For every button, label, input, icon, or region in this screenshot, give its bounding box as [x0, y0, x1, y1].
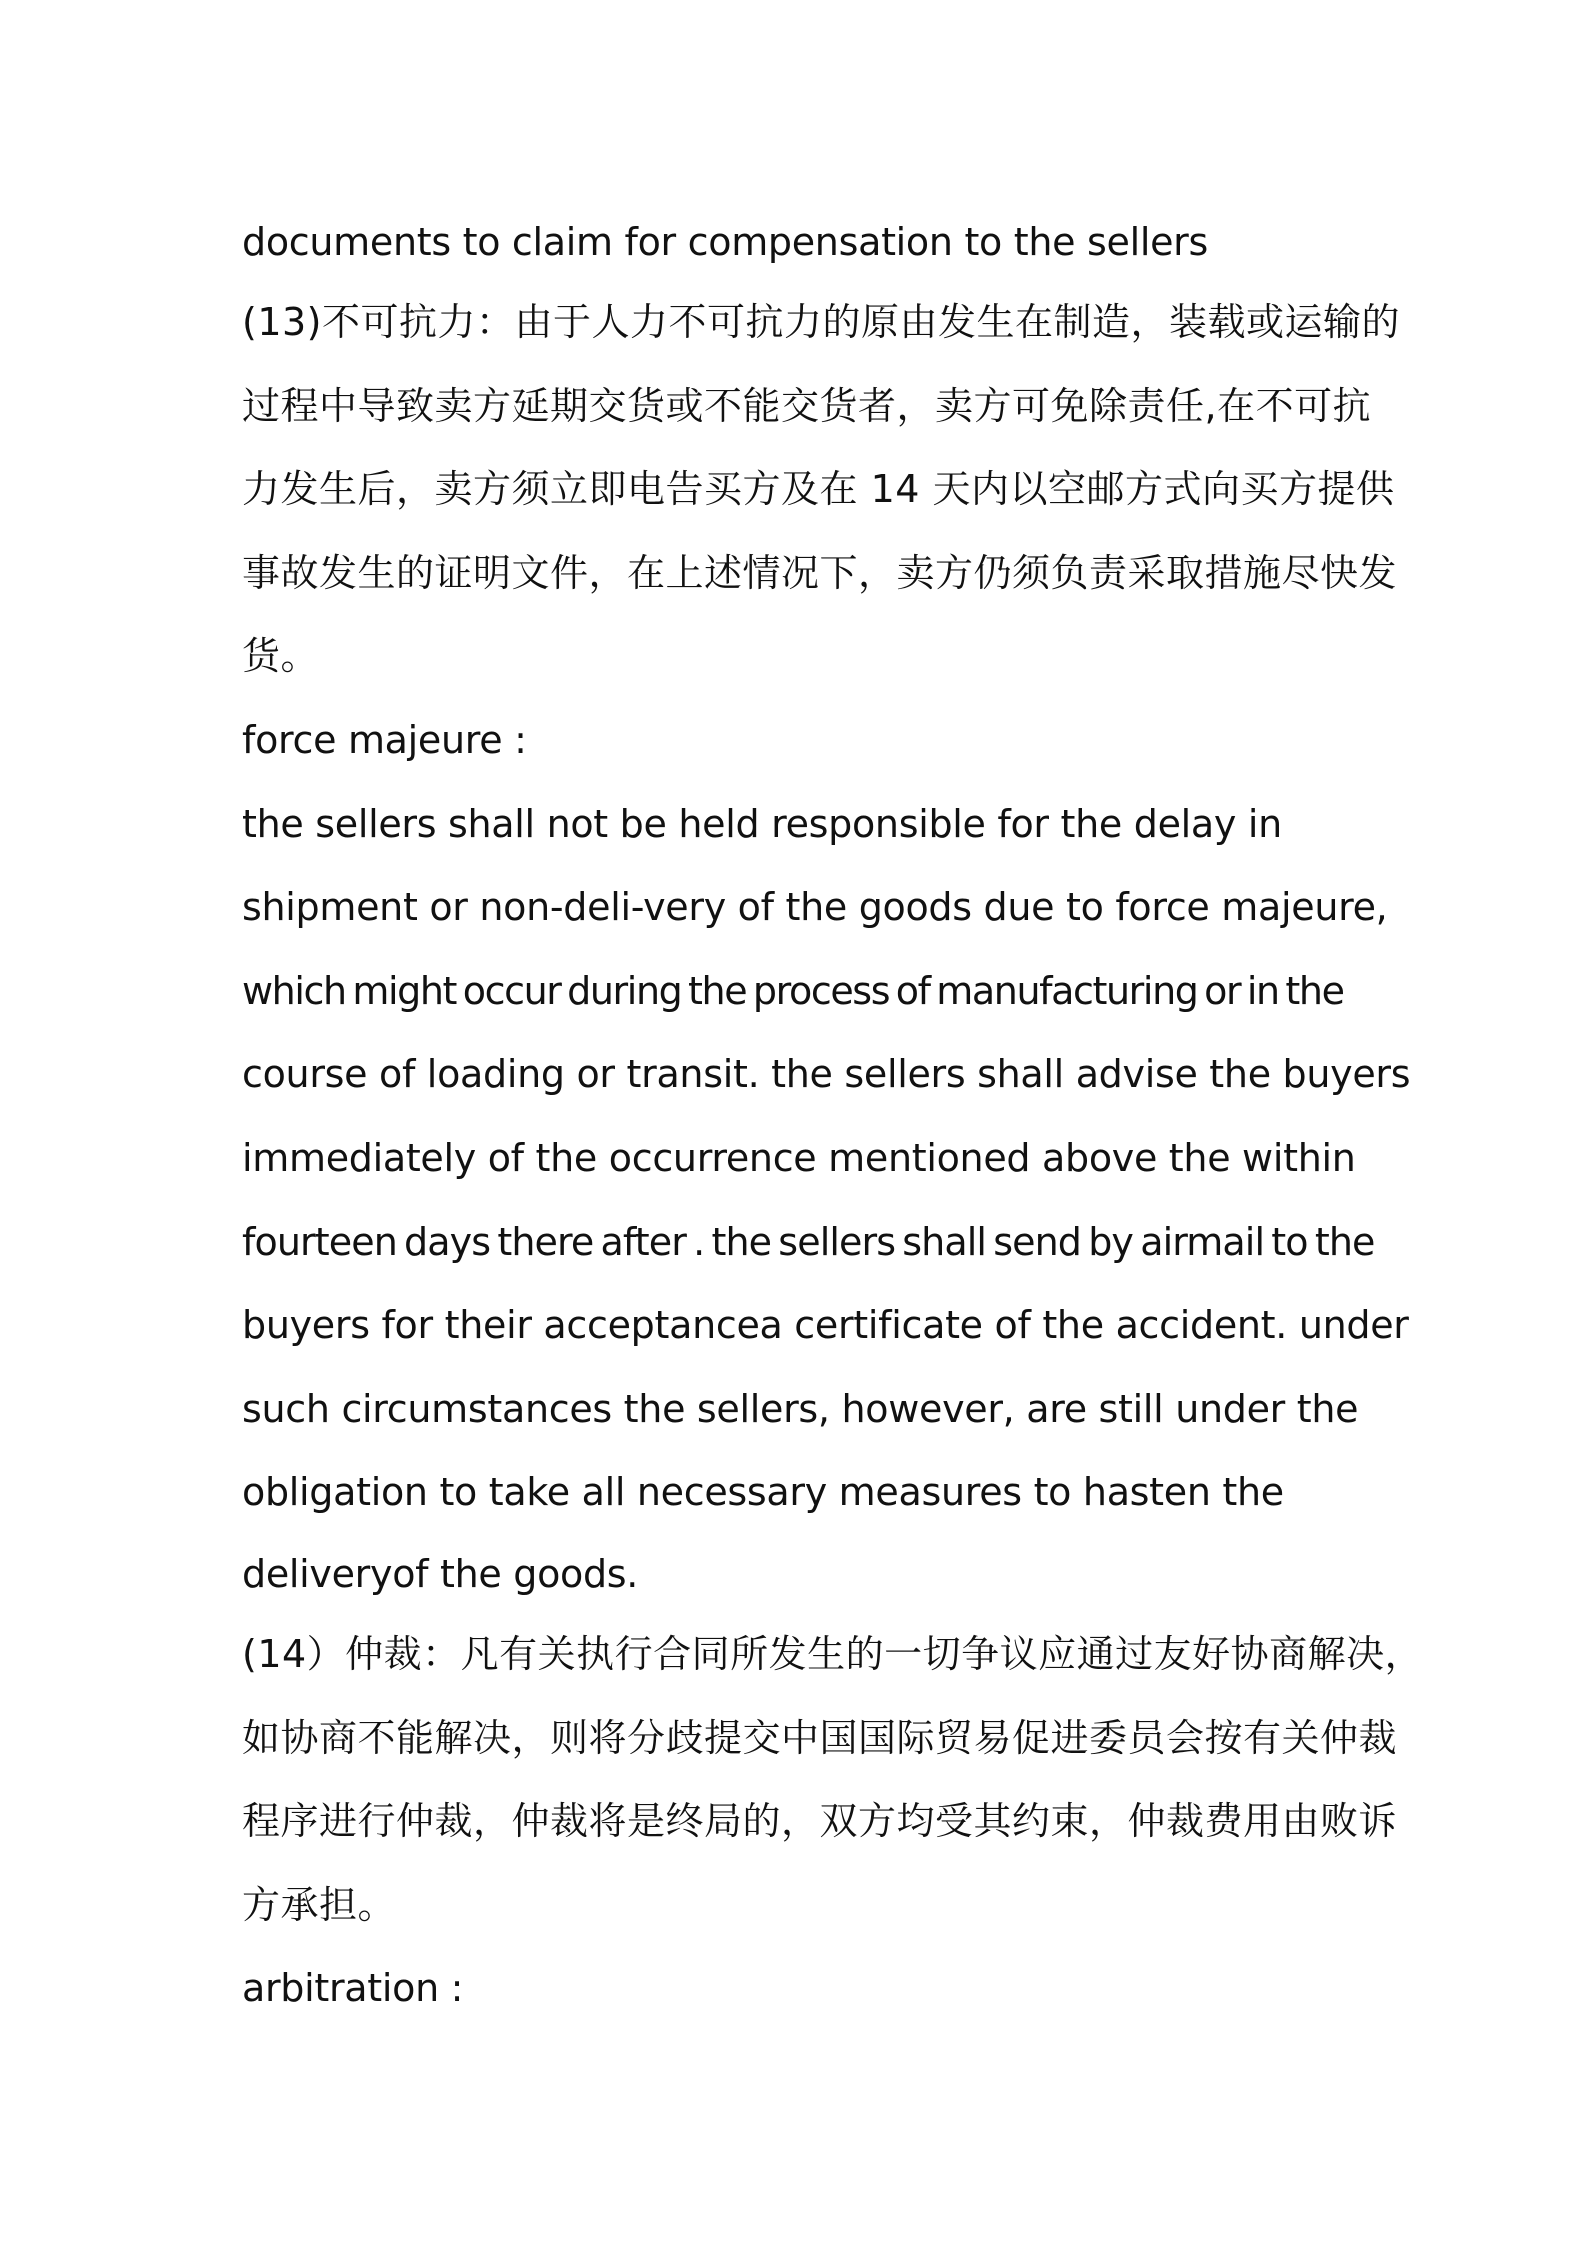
text-line: obligation to take all necessary measures to hasten the — [242, 1470, 1284, 1515]
text-line: course of loading or transit. the sellers shall advise the buyers — [242, 1052, 1411, 1097]
text-line: the sellers shall not be held responsible for the delay in — [242, 801, 1282, 846]
text-line: (14）仲裁：凡有关执行合同所发生的一切争议应通过友好协商解决， — [242, 1631, 1424, 1676]
text-line: 货。 — [242, 634, 320, 679]
text-line: 如协商不能解决，则将分歧提交中国国际贸易促进委员会按有关仲裁 — [242, 1715, 1398, 1760]
text-line: which might occur during the process of manufacturing or in the — [242, 968, 1344, 1013]
text-line: 力发生后，卖方须立即电告买方及在 14 天内以空邮方式向买方提供 — [242, 467, 1395, 512]
text-line: (13)不可抗力：由于人力不可抗力的原由发生在制造，装载或运输的 — [242, 300, 1401, 344]
document-body — [242, 203, 1424, 2031]
text-line: fourteen days there after . the sellers shall send by airmail to the — [242, 1219, 1375, 1264]
section-heading: arbitration : — [242, 1966, 464, 2011]
text-line: such circumstances the sellers, however, are still under the — [242, 1386, 1359, 1431]
text-line: buyers for their acceptancea certificate of the accident. under — [242, 1303, 1409, 1348]
text-line: 事故发生的证明文件，在上述情况下，卖方仍须负责采取措施尽快发 — [242, 550, 1398, 595]
text-line: deliveryof the goods. — [242, 1551, 639, 1596]
text-line: 程序进行仲裁，仲裁将是终局的，双方均受其约束，仲裁费用由败诉 — [242, 1799, 1398, 1844]
text-line: 过程中导致卖方延期交货或不能交货者，卖方可免除责任,在不可抗 — [242, 383, 1372, 428]
text-line: immediately of the occurrence mentioned above the within — [242, 1135, 1356, 1180]
text-line: 方承担。 — [242, 1882, 397, 1927]
text-line: documents to claim for compensation to the sellers — [242, 220, 1209, 264]
section-heading: force majeure : — [242, 717, 527, 762]
text-line: shipment or non-deli-very of the goods due to force majeure, — [242, 885, 1388, 930]
